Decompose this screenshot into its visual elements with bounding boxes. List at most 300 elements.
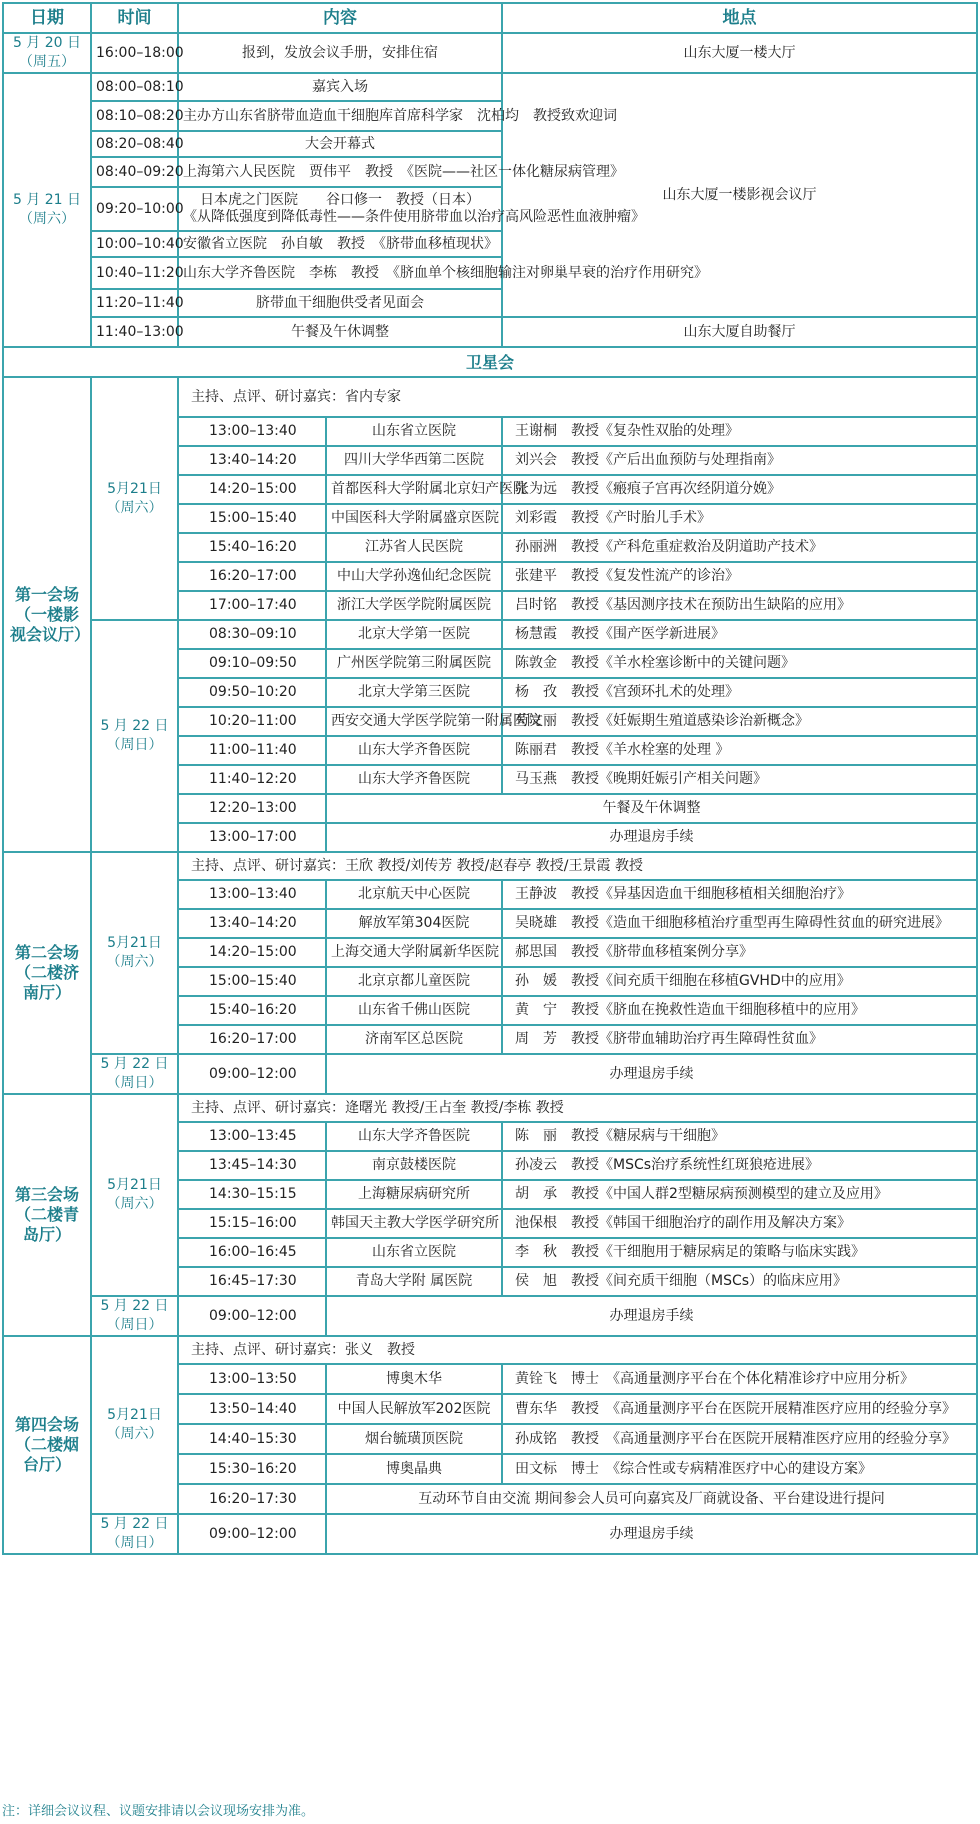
session-name-text: 第三会场（二楼青岛厅） [14,1185,79,1244]
host-info-text: 主持、点评、研讨嘉宾：张义 教授 [191,1341,415,1358]
program-content [178,317,502,347]
session-date-text: （周六） [106,1426,163,1442]
talk-time-text: 13:40–14:20 [209,915,297,931]
talk-speaker-text: 王静波 教授《异基因造血干细胞移植相关细胞治疗》 [515,886,851,902]
talk-time-text: 16:20–17:00 [209,568,297,584]
talk-hospital [326,446,502,475]
session-name [3,377,91,852]
host-row [3,852,977,880]
talk-hospital-text: 中山大学孙逸仙纪念医院 [337,568,491,584]
program-time [91,101,184,131]
talk-speaker [502,938,977,967]
talk-time [178,938,326,967]
talk-time [178,1151,326,1180]
header-date [3,3,91,33]
talk-speaker-text: 郝思国 教授《脐带血移植案例分享》 [515,944,753,960]
session-date-text: （周日） [106,1317,163,1333]
talk-time-text: 08:30–09:10 [209,626,297,642]
host-info-text: 主持、点评、研讨嘉宾：王欣 教授/刘传芳 教授/赵春亭 教授/王景霞 教授 [191,857,643,874]
program-row [3,73,977,101]
session-name-text: 第一会场（一楼影视会议厅） [10,584,91,644]
session-date-text: （周日） [106,1075,163,1091]
schedule-table [2,2,978,1555]
talk-time [178,823,326,852]
talk-time [178,1267,326,1296]
talk-hospital [326,562,502,591]
talk-time [178,1514,326,1554]
talk-hospital-text: 上海糖尿病研究所 [358,1186,470,1202]
program-time [91,73,184,101]
talk-time-text: 13:00–13:40 [209,886,297,902]
talk-time-text: 09:50–10:20 [209,684,297,700]
talk-time [178,1054,326,1094]
talk-speaker [502,1394,977,1424]
talk-speaker-text: 张为远 教授《瘢痕子宫再次经阴道分娩》 [515,481,781,497]
talk-speaker [502,765,977,794]
day1-time-text: 16:00–18:00 [96,44,184,61]
program-content-text: 嘉宾入场 [312,78,368,95]
header-location [502,3,977,33]
talk-hospital [326,1454,502,1484]
talk-time-text: 15:40–16:20 [209,1002,297,1018]
talk-speaker-text: 陈丽君 教授《羊水栓塞的处理 》 [515,742,730,758]
talk-hospital-text: 首都医科大学附属北京妇产医院 [331,481,527,497]
talk-speaker-text: 张建平 教授《复发性流产的诊治》 [515,568,739,584]
talk-hospital [326,591,502,620]
session-date-text: （周六） [106,499,163,516]
host-info-text: 主持、点评、研讨嘉宾：逄曙光 教授/王占奎 教授/李栋 教授 [191,1099,564,1116]
program-row [3,317,977,347]
session-date [91,620,178,852]
talk-time [178,649,326,678]
talk-hospital [326,533,502,562]
talk-hospital-text: 博奥晶典 [386,1460,442,1477]
satellite-title-text: 卫星会 [465,352,514,372]
program-time [91,187,184,231]
talk-time-text: 15:00–15:40 [209,973,297,989]
session-date [91,377,178,620]
talk-row [3,620,977,649]
talk-time [178,1394,326,1424]
talk-time [178,562,326,591]
talk-span-text: 办理退房手续 [609,829,694,845]
talk-speaker [502,1180,977,1209]
talk-hospital-text: 北京大学第一医院 [358,626,470,642]
program-content-text: 日本虎之门医院 谷口修一 教授（日本） [200,192,480,208]
header-time-text: 时间 [117,7,152,28]
talk-time [178,1209,326,1238]
talk-speaker [502,909,977,938]
talk-row [3,1514,977,1554]
talk-speaker-text: 周 芳 教授《脐带血辅助治疗再生障碍性贫血》 [515,1031,823,1047]
talk-hospital-text: 山东大学齐鲁医院 [358,771,470,787]
talk-speaker [502,533,977,562]
talk-time [178,591,326,620]
session-date-text: 5 月 22 日 [100,1056,169,1072]
day2-date-text: 5 月 21 日 [12,192,82,208]
talk-speaker [502,1209,977,1238]
header-row [3,3,977,33]
session-date-text: （周日） [106,737,163,753]
day1-time [91,33,184,73]
talk-hospital-text: 山东大学齐鲁医院 [358,1128,470,1144]
session-name [3,1336,91,1554]
session-name [3,1094,91,1336]
talk-hospital-text: 韩国天主教大学医学研究所 [331,1215,499,1231]
talk-hospital-text: 广州医学院第三附属医院 [337,655,491,671]
day1-content [178,33,502,73]
day1-date-text: 5 月 20 日 [12,35,82,51]
talk-speaker-text: 孙丽洲 教授《产科危重症救治及阴道助产技术》 [515,539,823,555]
talk-time [178,909,326,938]
session-date-text: 5 月 22 日 [100,1516,169,1532]
talk-hospital [326,1180,502,1209]
talk-time-text: 15:30–16:20 [209,1460,297,1477]
talk-time-text: 13:40–14:20 [209,452,297,468]
talk-hospital [326,880,502,909]
host-row [3,1336,977,1364]
talk-hospital [326,1151,502,1180]
day1-row [3,33,977,73]
session-date-text: 5月21日 [107,1177,162,1193]
host-row [3,377,977,417]
talk-time [178,1296,326,1336]
talk-time [178,880,326,909]
session-date [91,1296,178,1336]
talk-time [178,1484,326,1514]
program-time-text: 11:20–11:40 [96,294,184,311]
talk-speaker-text: 田文标 博士 《综合性或专病精准医疗中心的建设方案》 [515,1460,872,1477]
talk-hospital-text: 浙江大学医学院附属医院 [337,597,491,613]
talk-row [3,1296,977,1336]
session-date-text: 5月21日 [107,480,162,497]
header-content-text: 内容 [323,7,357,28]
talk-time [178,1122,326,1151]
talk-speaker-text: 吕时铭 教授《基因测序技术在预防出生缺陷的应用》 [515,597,851,613]
talk-speaker [502,1424,977,1454]
talk-time-text: 09:00–12:00 [209,1065,297,1082]
talk-speaker-text: 刘兴会 教授《产后出血预防与处理指南》 [515,452,781,468]
day2-lunch-location [502,317,977,347]
talk-speaker [502,504,977,533]
talk-time-text: 09:00–12:00 [209,1525,297,1542]
talk-span-text: 办理退房手续 [609,1525,694,1542]
session-date-text: 5 月 22 日 [100,1298,169,1314]
program-content-text: 脐带血干细胞供受者见面会 [256,294,424,311]
talk-time-text: 14:20–15:00 [209,481,297,497]
talk-hospital [326,1025,502,1054]
talk-time-text: 13:45–14:30 [209,1157,297,1173]
talk-time [178,707,326,736]
talk-hospital [326,1364,502,1394]
talk-hospital [326,1209,502,1238]
program-content [178,187,645,231]
talk-speaker [502,562,977,591]
program-content [178,157,624,187]
talk-hospital-text: 南京鼓楼医院 [372,1157,456,1173]
program-time [91,157,184,187]
program-content [178,73,502,101]
host-info [178,1094,977,1122]
talk-time [178,1238,326,1267]
program-time [91,317,184,347]
satellite-row [3,347,977,377]
program-time-text: 08:40–09:20 [96,163,184,180]
talk-speaker [502,1454,977,1484]
talk-hospital-text: 山东省立医院 [372,1244,456,1260]
talk-hospital-text: 山东省千佛山医院 [358,1002,470,1018]
talk-speaker [502,880,977,909]
talk-speaker [502,967,977,996]
talk-time [178,996,326,1025]
talk-hospital [326,417,502,446]
session-name [3,852,91,1094]
talk-speaker-text: 苟文丽 教授《妊娠期生殖道感染诊治新概念》 [515,713,809,729]
talk-hospital [326,475,527,504]
talk-hospital-text: 中国人民解放军202医院 [337,1400,491,1417]
talk-time-text: 13:50–14:40 [209,1400,297,1417]
session-date-text: （周六） [106,954,163,970]
talk-hospital-text: 北京京都儿童医院 [358,973,470,989]
talk-hospital [326,649,502,678]
program-time-text: 08:00–08:10 [96,78,184,95]
talk-span [326,1054,977,1094]
host-info [178,852,977,880]
day2-lunch-location-text: 山东大厦自助餐厅 [683,323,796,340]
talk-span [326,794,977,823]
talk-speaker [502,736,977,765]
talk-time-text: 16:45–17:30 [209,1273,297,1289]
talk-time [178,620,326,649]
talk-time-text: 15:40–16:20 [209,539,297,555]
talk-hospital [326,504,502,533]
header-content [178,3,502,33]
program-time-text: 10:00–10:40 [96,235,184,252]
talk-speaker [502,1122,977,1151]
talk-row [3,1054,977,1094]
talk-speaker-text: 池保根 教授《韩国干细胞治疗的副作用及解决方案》 [515,1215,851,1231]
program-content-text: 主办方山东省脐带血造血干细胞库首席科学家 沈柏均 教授致欢迎词 [183,107,617,124]
talk-speaker-text: 孙凌云 教授《MSCs治疗系统性红斑狼疮进展》 [515,1157,820,1173]
talk-time-text: 13:00–13:45 [209,1128,297,1144]
day2-date [3,73,91,347]
talk-speaker-text: 王谢桐 教授《复杂性双胎的处理》 [515,423,739,439]
footnote: 注：详细会议议程、议题安排请以会议现场安排为准。 [2,1804,315,1819]
talk-speaker-text: 孙 媛 教授《间充质干细胞在移植GVHD中的应用》 [515,973,851,989]
talk-span [326,823,977,852]
session-date-text: 5月21日 [107,1407,162,1423]
talk-time [178,475,326,504]
talk-speaker-text: 黄 宁 教授《脐血在挽救性造血干细胞移植中的应用》 [515,1002,865,1018]
day1-location-text: 山东大厦一楼大厅 [683,44,796,61]
talk-hospital-text: 烟台毓璜顶医院 [365,1430,463,1447]
session-name-text: 第四会场（二楼烟台厅） [14,1415,79,1474]
talk-hospital-text: 济南军区总医院 [365,1031,463,1047]
talk-hospital-text: 中国医科大学附属盛京医院 [331,510,499,526]
program-time-text: 09:20–10:00 [96,200,184,217]
talk-speaker-text: 胡 承 教授《中国人群2型糖尿病预测模型的建立及应用》 [515,1186,888,1202]
talk-span [326,1296,977,1336]
session-date [91,1336,178,1514]
talk-time-text: 16:20–17:30 [209,1490,297,1507]
talk-speaker-text: 孙成铭 教授 《高通量测序平台在医院开展精准医疗应用的经验分享》 [515,1430,956,1447]
talk-time-text: 11:00–11:40 [209,742,297,758]
program-time-text: 10:40–11:20 [96,264,184,281]
talk-hospital [326,620,502,649]
talk-span [326,1484,977,1514]
host-info [178,1336,977,1364]
talk-hospital [326,765,502,794]
talk-hospital [326,967,502,996]
day2-date-text: （周六） [19,211,75,227]
talk-hospital-text: 博奥木华 [386,1370,442,1387]
talk-time-text: 15:15–16:00 [209,1215,297,1231]
program-time [91,257,184,289]
program-content-text: 山东大学齐鲁医院 李栋 教授 《脐血单个核细胞输注对卵巢早衰的治疗作用研究》 [183,264,708,281]
day1-date [3,33,91,73]
header-date-text: 日期 [30,7,64,28]
talk-speaker-text: 杨慧霞 教授《围产医学新进展》 [515,626,725,642]
talk-speaker [502,707,977,736]
program-content-text: 午餐及午休调整 [291,323,389,340]
session-name-text: 第二会场（二楼济南厅） [14,943,79,1002]
program-time-text: 11:40–13:00 [96,323,184,340]
talk-speaker [502,591,977,620]
talk-speaker-text: 侯 旭 教授《间充质干细胞（MSCs）的临床应用》 [515,1273,848,1289]
session-date-text: （周六） [106,1196,163,1212]
talk-time [178,1454,326,1484]
talk-hospital [326,1394,502,1424]
talk-speaker [502,417,977,446]
talk-time-text: 13:00–13:50 [209,1370,297,1387]
talk-time [178,504,326,533]
talk-speaker [502,446,977,475]
program-content [178,257,708,289]
header-location-text: 地点 [722,7,757,28]
talk-hospital [326,909,502,938]
talk-speaker-text: 陈 丽 教授《糖尿病与干细胞》 [515,1128,725,1144]
talk-speaker-text: 杨 孜 教授《宫颈环扎术的处理》 [515,684,739,700]
talk-time-text: 09:00–12:00 [209,1307,297,1324]
session-date-text: （周日） [106,1535,163,1551]
program-time [91,131,184,157]
talk-speaker [502,1025,977,1054]
program-time-text: 08:10–08:20 [96,107,184,124]
host-info-text: 主持、点评、研讨嘉宾：省内专家 [191,388,401,405]
talk-speaker [502,1238,977,1267]
talk-speaker [502,475,977,504]
talk-time-text: 15:00–15:40 [209,510,297,526]
talk-time [178,533,326,562]
talk-time-text: 17:00–17:40 [209,597,297,613]
talk-time-text: 12:20–13:00 [209,800,297,816]
talk-time-text: 11:40–12:20 [209,771,297,787]
session-date [91,852,178,1054]
talk-speaker-text: 黄铨飞 博士 《高通量测序平台在个体化精准诊疗中应用分析》 [515,1370,914,1387]
host-info [178,377,977,417]
day2-location-text: 山东大厦一楼影视会议厅 [662,186,817,203]
program-content-text: 《从降低强度到降低毒性——条件使用脐带血以治疗高风险恶性血液肿瘤》 [183,209,645,225]
talk-speaker [502,996,977,1025]
talk-time-text: 14:20–15:00 [209,944,297,960]
day1-content-text: 报到，发放会议手册，安排住宿 [242,44,438,61]
session-date [91,1514,178,1554]
talk-hospital [326,1424,502,1454]
talk-hospital [326,996,502,1025]
session-date [91,1094,178,1296]
program-content-text: 上海第六人民医院 贾伟平 教授 《医院——社区一体化糖尿病管理》 [183,163,624,180]
session-date [91,1054,178,1094]
talk-hospital [326,1238,502,1267]
program-time [91,289,184,317]
talk-speaker-text: 刘彩霞 教授《产时胎儿手术》 [515,510,711,526]
host-row [3,1094,977,1122]
day1-date-text: （周五） [19,54,75,70]
talk-hospital-text: 四川大学华西第二医院 [344,452,484,468]
talk-span-text: 午餐及午休调整 [602,800,701,816]
talk-time [178,967,326,996]
program-content-text: 安徽省立医院 孙自敏 教授 《脐带血移植现状》 [183,235,498,252]
talk-time [178,1025,326,1054]
talk-hospital-text: 青岛大学附 属医院 [355,1273,473,1289]
talk-time-text: 14:40–15:30 [209,1430,297,1447]
program-content [178,101,617,131]
talk-speaker-text: 陈敦金 教授《羊水栓塞诊断中的关键问题》 [515,655,795,671]
talk-speaker [502,620,977,649]
program-time [91,231,184,257]
talk-hospital-text: 上海交通大学附属新华医院 [331,944,499,960]
session-date-text: 5月21日 [107,935,162,951]
talk-time-text: 16:20–17:00 [209,1031,297,1047]
talk-speaker [502,1364,977,1394]
day1-location [502,33,977,73]
talk-speaker-text: 曹东华 教授 《高通量测序平台在医院开展精准医疗应用的经验分享》 [515,1400,956,1417]
talk-span [326,1514,977,1554]
talk-span-text: 互动环节自由交流 期间参会人员可向嘉宾及厂商就设备、平台建设进行提问 [418,1490,885,1507]
talk-speaker [502,1267,977,1296]
talk-hospital [326,707,541,736]
talk-hospital [326,678,502,707]
talk-hospital [326,736,502,765]
talk-time [178,678,326,707]
talk-span-text: 办理退房手续 [609,1065,694,1082]
talk-hospital-text: 江苏省人民医院 [365,539,463,555]
talk-hospital-text: 山东大学齐鲁医院 [358,742,470,758]
talk-time [178,765,326,794]
talk-time-text: 14:30–15:15 [209,1186,297,1202]
talk-hospital [326,1267,502,1296]
talk-time [178,1364,326,1394]
talk-speaker [502,649,977,678]
talk-time-text: 10:20–11:00 [209,713,297,729]
talk-hospital-text: 北京航天中心医院 [358,886,470,902]
talk-speaker-text: 马玉燕 教授《晚期妊娠引产相关问题》 [515,771,767,787]
talk-time [178,1180,326,1209]
program-content-text: 大会开幕式 [305,135,375,152]
talk-time-text: 13:00–17:00 [209,829,297,845]
satellite-title [3,347,977,377]
talk-time-text: 09:10–09:50 [209,655,297,671]
talk-span-text: 办理退房手续 [609,1307,694,1324]
talk-time-text: 13:00–13:40 [209,423,297,439]
talk-hospital [326,1122,502,1151]
talk-hospital-text: 西安交通大学医学院第一附属医院 [331,713,541,729]
program-time-text: 08:20–08:40 [96,135,184,152]
talk-speaker-text: 李 秋 教授《干细胞用于糖尿病足的策略与临床实践》 [515,1244,865,1260]
talk-time [178,1424,326,1454]
program-content [178,131,502,157]
talk-time [178,446,326,475]
